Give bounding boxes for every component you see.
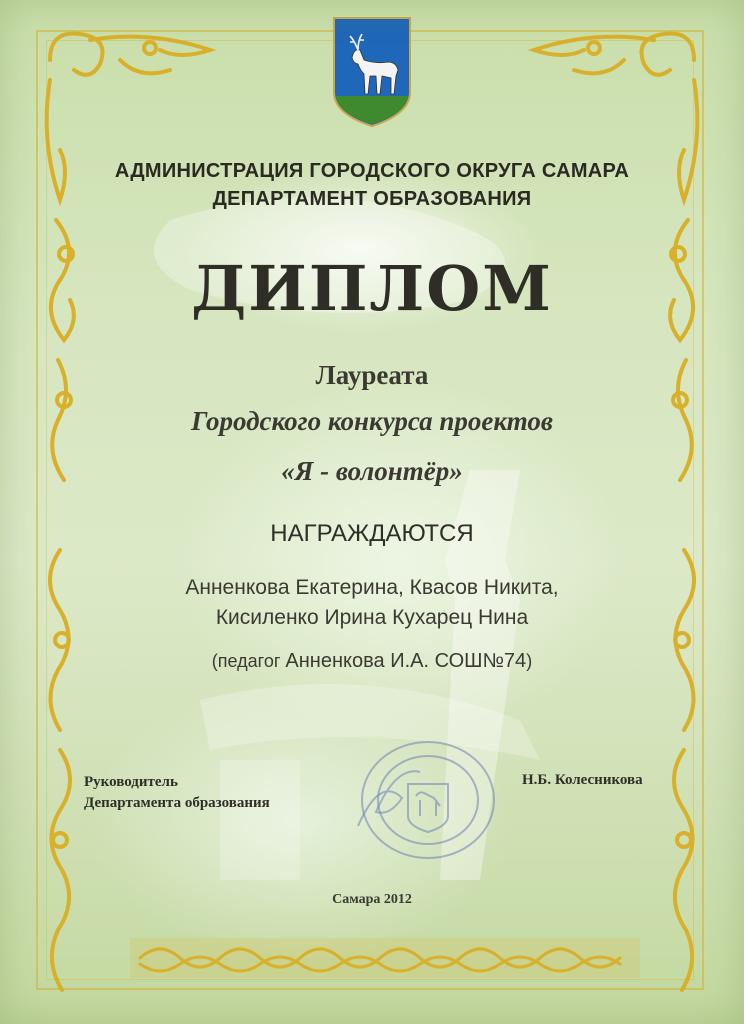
teacher-name: Анненкова И.А. СОШ№74: [285, 650, 527, 672]
header-line-2: ДЕПАРТАМЕНТ ОБРАЗОВАНИЯ: [212, 188, 532, 210]
contest-name-line-1: Городского конкурса проектов: [191, 406, 553, 436]
recipients-line-2: Кисиленко Ирина Кухарец Нина: [215, 606, 529, 629]
diploma-title: ДИПЛОМ: [191, 252, 553, 325]
contest-name-line-2: «Я - волонтёр»: [281, 456, 463, 486]
signatory-position-line-1: Руководитель: [84, 774, 178, 790]
awarded-label: НАГРАЖДАЮТСЯ: [270, 520, 474, 547]
signatory-position: [84, 772, 270, 814]
signatory-name: Н.Б. Колесникова: [522, 772, 643, 788]
round-seal-stamp-icon: [350, 736, 500, 866]
teacher-line: [0, 650, 744, 673]
laureate-label: Лауреата: [315, 360, 429, 390]
teacher-suffix: ): [526, 651, 533, 671]
signatory-position-line-2: Департамента образования: [84, 795, 270, 811]
place-year: Самара 2012: [332, 892, 412, 907]
recipients-line-1: Анненкова Екатерина, Квасов Никита,: [185, 576, 559, 599]
ornament-bottom-band-icon: [130, 934, 640, 984]
teacher-prefix: (педагог: [211, 651, 286, 671]
samara-coat-of-arms-icon: [330, 14, 414, 130]
header-line-1: АДМИНИСТРАЦИЯ ГОРОДСКОГО ОКРУГА САМАРА: [114, 160, 630, 182]
